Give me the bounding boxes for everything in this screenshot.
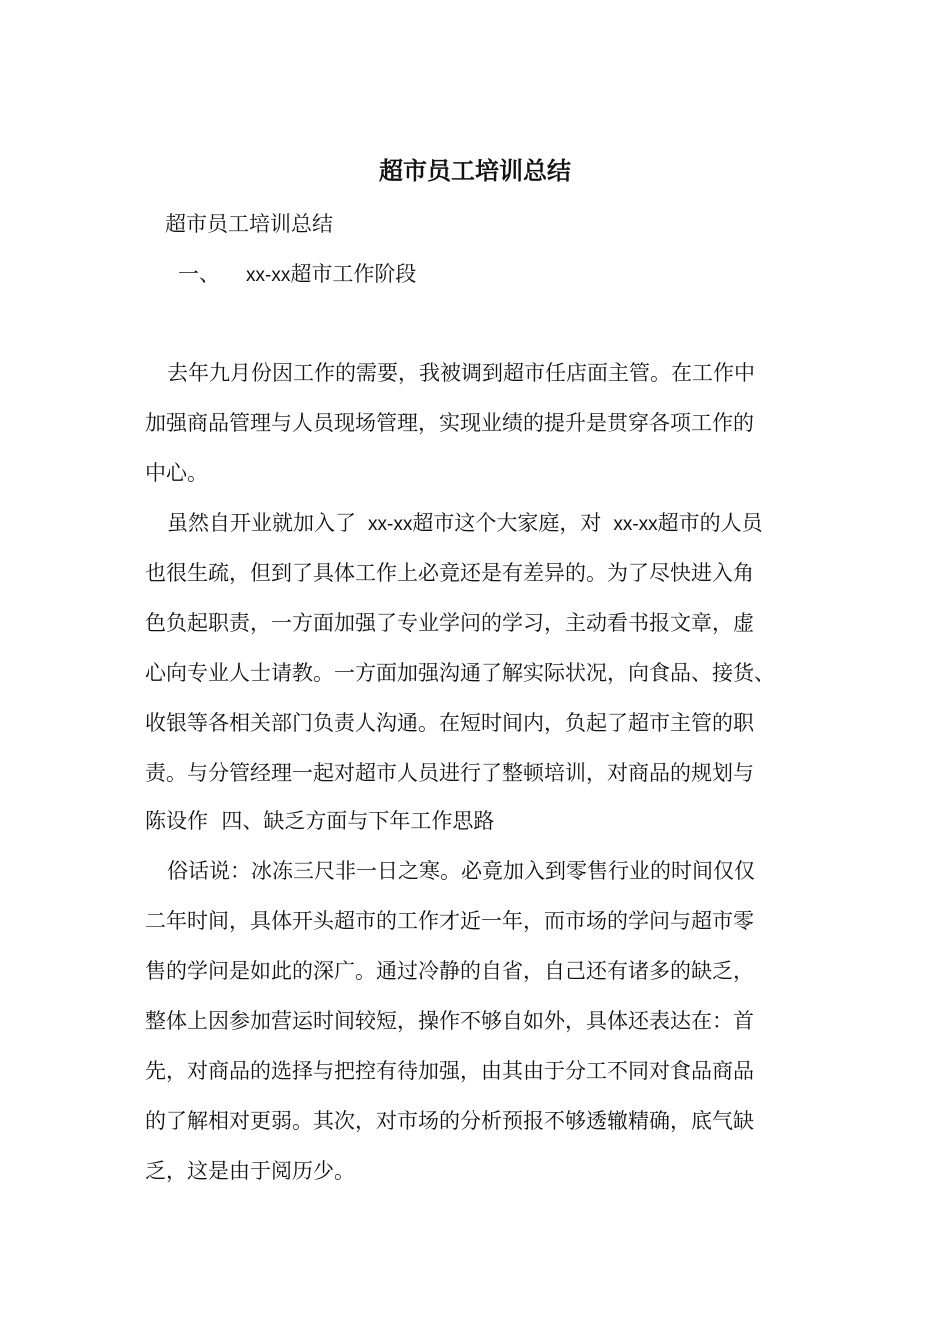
paragraph2-text: 虽然自开业就加入了 [167, 511, 356, 535]
paragraph1-line: 去年九月份因工作的需要，我被调到超市任店面主管。在工作中 [167, 361, 755, 385]
paragraph2-brand: xx-xx [613, 514, 658, 535]
document-title: 超市员工培训总结 [379, 156, 571, 185]
paragraph3-line: 售的学问是如此的深广。通过冷静的自省，自己还有诸多的缺乏， [145, 959, 754, 983]
paragraph1-line: 中心。 [145, 461, 208, 485]
paragraph2-first-line [167, 508, 763, 540]
paragraph1-line: 加强商品管理与人员现场管理，实现业绩的提升是贯穿各项工作的 [145, 411, 754, 435]
section-heading [178, 259, 416, 291]
paragraph2-line: 陈设作 四、缺乏方面与下年工作思路 [145, 809, 495, 833]
paragraph2-line: 收银等各相关部门负责人沟通。在短时间内，负起了超市主管的职 [145, 711, 754, 735]
paragraph3-line: 整体上因参加营运时间较短，操作不够自如外，具体还表达在：首 [145, 1009, 754, 1033]
paragraph3-line: 的了解相对更弱。其次，对市场的分析预报不够透辙精确，底气缺 [145, 1109, 754, 1133]
paragraph2-text: 超市的人员 [657, 511, 763, 535]
paragraph3-line: 先，对商品的选择与把控有待加强，由其由于分工不同对食品商品 [145, 1059, 754, 1083]
paragraph3-line: 俗话说：冰冻三尺非一日之寒。必竟加入到零售行业的时间仅仅 [167, 859, 755, 883]
paragraph3-line: 乏，这是由于阅历少。 [145, 1159, 355, 1183]
paragraph2-line: 色负起职责，一方面加强了专业学问的学习，主动看书报文章，虚 [145, 611, 754, 635]
paragraph2-line: 也很生疏，但到了具体工作上必竟还是有差异的。为了尽快进入角 [145, 561, 754, 585]
paragraph2-line: 责。与分管经理一起对超市人员进行了整顿培训，对商品的规划与 [145, 761, 754, 785]
paragraph2-line: 心向专业人士请教。一方面加强沟通了解实际状况，向食品、接货、 [145, 661, 775, 685]
paragraph3-line: 二年时间，具体开头超市的工作才近一年，而市场的学问与超市零 [145, 909, 754, 933]
document-subtitle: 超市员工培训总结 [165, 212, 333, 236]
section-heading-text: 超市工作阶段 [290, 262, 417, 286]
paragraph2-text: 超市这个大家庭，对 [412, 511, 602, 535]
section-prefix: xx-xx [246, 265, 291, 286]
section-number: 一、 [178, 262, 220, 286]
paragraph2-brand: xx-xx [368, 514, 413, 535]
